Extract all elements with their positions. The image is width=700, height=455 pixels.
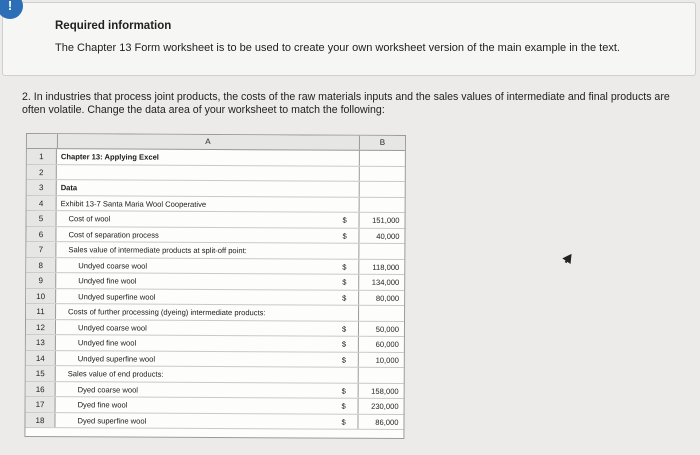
currency-symbol: $ [342,293,347,303]
cell-b: 80,000 [375,293,400,303]
cell-a: Costs of further processing (dyeing) intermediate products: [68,307,266,318]
cell-b [360,151,400,166]
currency-symbol: $ [341,355,347,365]
cell-b: 230,000 [371,401,399,411]
sheet-rows [25,149,404,430]
cell-b: 50,000 [375,324,400,334]
currency-symbol: $ [341,324,347,334]
cell-a: Exhibit 13-7 Santa Maria Wool Cooperative [60,198,207,209]
required-info-panel [2,2,696,76]
question-text: 2. In industries that process joint products, the costs of the raw materials inputs and the sales values of intermediate and final products are often volatile. Change the data area of your worksheet to match the following: [22,91,670,116]
cell-a: Undyed coarse wool [78,260,148,271]
cell-a: Undyed fine wool [78,276,137,286]
row-number: 16 [26,382,56,397]
row-number: 18 [25,413,55,428]
info-icon: ! [0,0,23,19]
currency-symbol: $ [341,417,346,427]
cell-a: Undyed superfine wool [78,291,156,302]
info-text: The Chapter 13 Form worksheet is to be used to create your own worksheet version of the main example in the text. [55,42,620,54]
cell-a: Cost of separation process [68,229,159,240]
row-number: 17 [26,397,56,412]
column-a-header: A [57,134,360,150]
cell-a: Sales value of end products: [67,369,164,379]
cell-a: Data [60,183,78,193]
cell-a: Undyed superfine wool [77,353,156,364]
currency-symbol: $ [342,262,347,272]
info-title: Required information [55,20,172,32]
cell-a: Sales value of intermediate products at split-off point: [68,245,247,256]
cell-b: 60,000 [375,339,399,349]
row-number: 11 [26,304,56,319]
row-number: 14 [26,351,56,366]
currency-symbol: $ [341,339,347,349]
row-number: 3 [27,180,57,195]
currency-symbol: $ [342,215,347,225]
cell-a: Dyed fine wool [77,400,128,410]
cell-a: Chapter 13: Applying Excel [60,152,159,162]
row-number: 7 [26,242,56,257]
cell-b [359,368,399,383]
cell-b [360,166,400,181]
cell-b [360,182,400,197]
cell-b [359,244,399,259]
row-number: 2 [27,165,57,180]
cell-a: Undyed fine wool [77,338,137,348]
cell-b [359,306,399,321]
cell-a: Dyed superfine wool [77,415,147,426]
spreadsheet-image [24,133,406,439]
corner-cell [27,134,58,148]
cell-b: 151,000 [372,215,400,225]
row-number: 8 [26,258,56,273]
cell-b [360,197,400,212]
row-number: 1 [27,149,57,164]
currency-symbol: $ [342,277,347,287]
row-number: 12 [26,320,56,335]
cell-a: Undyed coarse wool [77,322,147,333]
row-number: 4 [27,196,57,211]
row-number: 10 [26,289,56,304]
row-number: 5 [27,211,57,226]
cell-b: 134,000 [371,277,400,287]
column-b-header: B [379,137,386,147]
cell-b: 118,000 [372,262,400,272]
cell-a [61,165,321,181]
cell-b: 10,000 [375,355,399,365]
row-number: 13 [26,335,56,350]
table-row [25,413,403,430]
currency-symbol: $ [341,401,346,411]
row-number: 6 [26,227,56,242]
cell-b: 158,000 [371,386,399,396]
cell-a: Cost of wool [68,214,111,224]
cell-b: 40,000 [376,231,400,241]
currency-symbol: $ [342,231,347,241]
currency-symbol: $ [341,386,346,396]
row-number: 9 [26,273,56,288]
cell-b: 86,000 [375,417,399,427]
row-number: 15 [26,366,56,381]
cell-a: Dyed coarse wool [77,384,139,395]
